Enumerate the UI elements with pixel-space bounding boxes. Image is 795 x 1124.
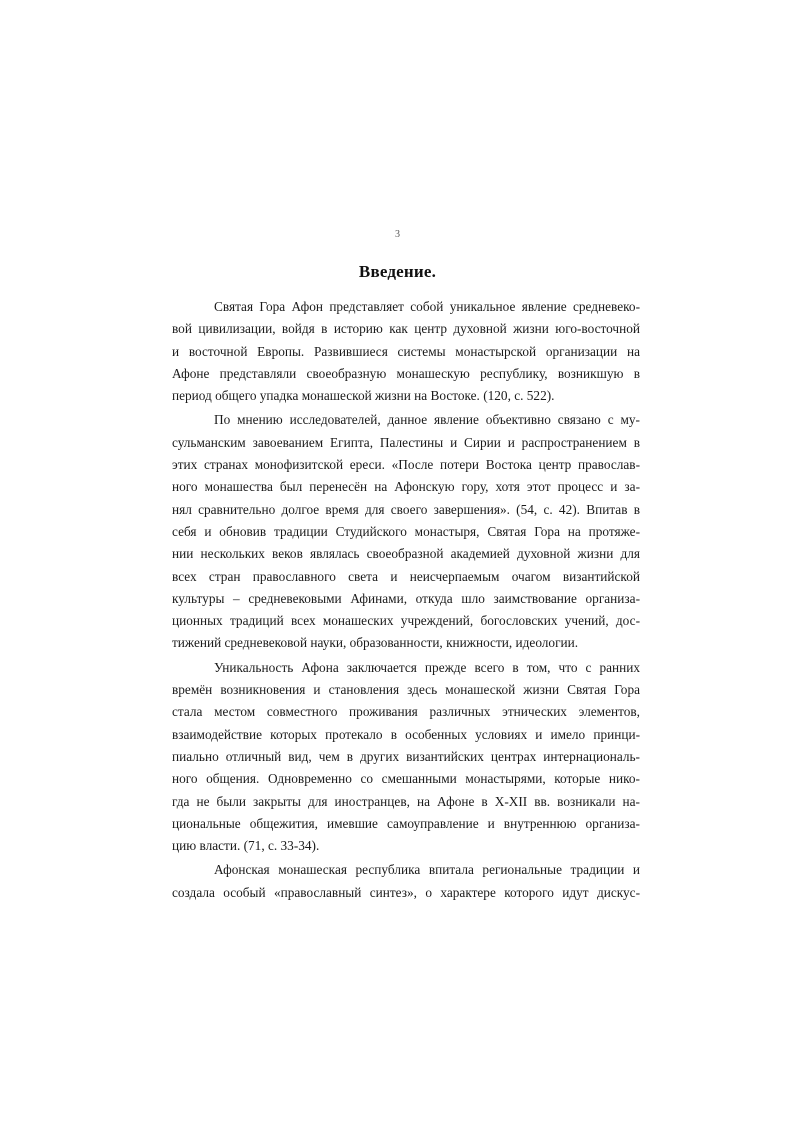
text-line: стала местом совместного проживания различных этнических элементов, [172,704,640,720]
text-line: цию власти. (71, с. 33-34). [172,838,320,854]
text-line: По мнению исследователей, данное явление объективно связано с му- [214,412,640,428]
text-line: ционных традиций всех монашеских учреждений, богословских учений, дос- [172,613,640,629]
text-line: Уникальность Афона заключается прежде всего в том, что с ранних [214,659,640,675]
text-line: нял сравнительно долгое время для своего завершения». (54, с. 42). Впитав в [172,501,640,517]
text-line: взаимодействие которых протекало в особенных условиях и имело принци- [172,726,640,742]
text-line: этих странах монофизитской ереси. «После потери Востока центр православ- [172,457,640,473]
body-text [172,296,640,904]
paragraph [172,296,640,407]
text-line: времён возникновения и становления здесь монашеской жизни Святая Гора [172,682,640,698]
text-line: тижений средневековой науки, образованности, книжности, идеологии. [172,635,579,651]
text-line: культуры – средневековыми Афинами, откуда шло заимствование организа- [172,590,640,606]
text-line: циональные общежития, имевшие самоуправление и внутреннюю организа- [172,815,640,831]
paragraph [172,657,640,858]
text-line: создала особый «православный синтез», о характере которого идут дискус- [172,884,640,900]
text-line: Святая Гора Афон представляет собой уникальное явление средневеко- [214,299,640,314]
text-line: себя и обновив традиции Студийского монастыря, Святая Гора на протяже- [172,523,640,539]
text-line: сульманским завоеванием Египта, Палестины и Сирии и распространением в [172,434,640,450]
section-heading: Введение. [358,262,437,281]
text-line: Афонская монашеская республика впитала региональные традиции и [214,862,640,878]
page-number: 3 [395,229,400,240]
text-line: ного монашества был перенесён на Афонскую гору, хотя этот процесс и за- [172,479,640,495]
text-line: гда не были закрыты для иностранцев, на Афоне в X-XII вв. возникали на- [172,793,640,809]
text-line: вой цивилизации, войдя в историю как центр духовной жизни юго-восточной [172,321,640,337]
text-line: Афоне представляли своеобразную монашескую республику, возникшую в [172,365,640,381]
text-line: нии нескольких веков являлась своеобразной академией духовной жизни для [172,546,640,562]
text-line: пиально отличный вид, чем в других византийских центрах интернациональ- [172,748,640,764]
paragraph [172,859,640,904]
text-line: ного общения. Одновременно со смешанными монастырями, которые нико- [172,771,640,787]
text-line: и восточной Европы. Развившиеся системы монастырской организации на [172,343,640,359]
text-line: всех стран православного света и неисчерпаемым очагом византийской [172,568,640,584]
text-line: период общего упадка монашеской жизни на Востоке. (120, с. 522). [172,388,555,404]
paragraph [172,409,640,654]
